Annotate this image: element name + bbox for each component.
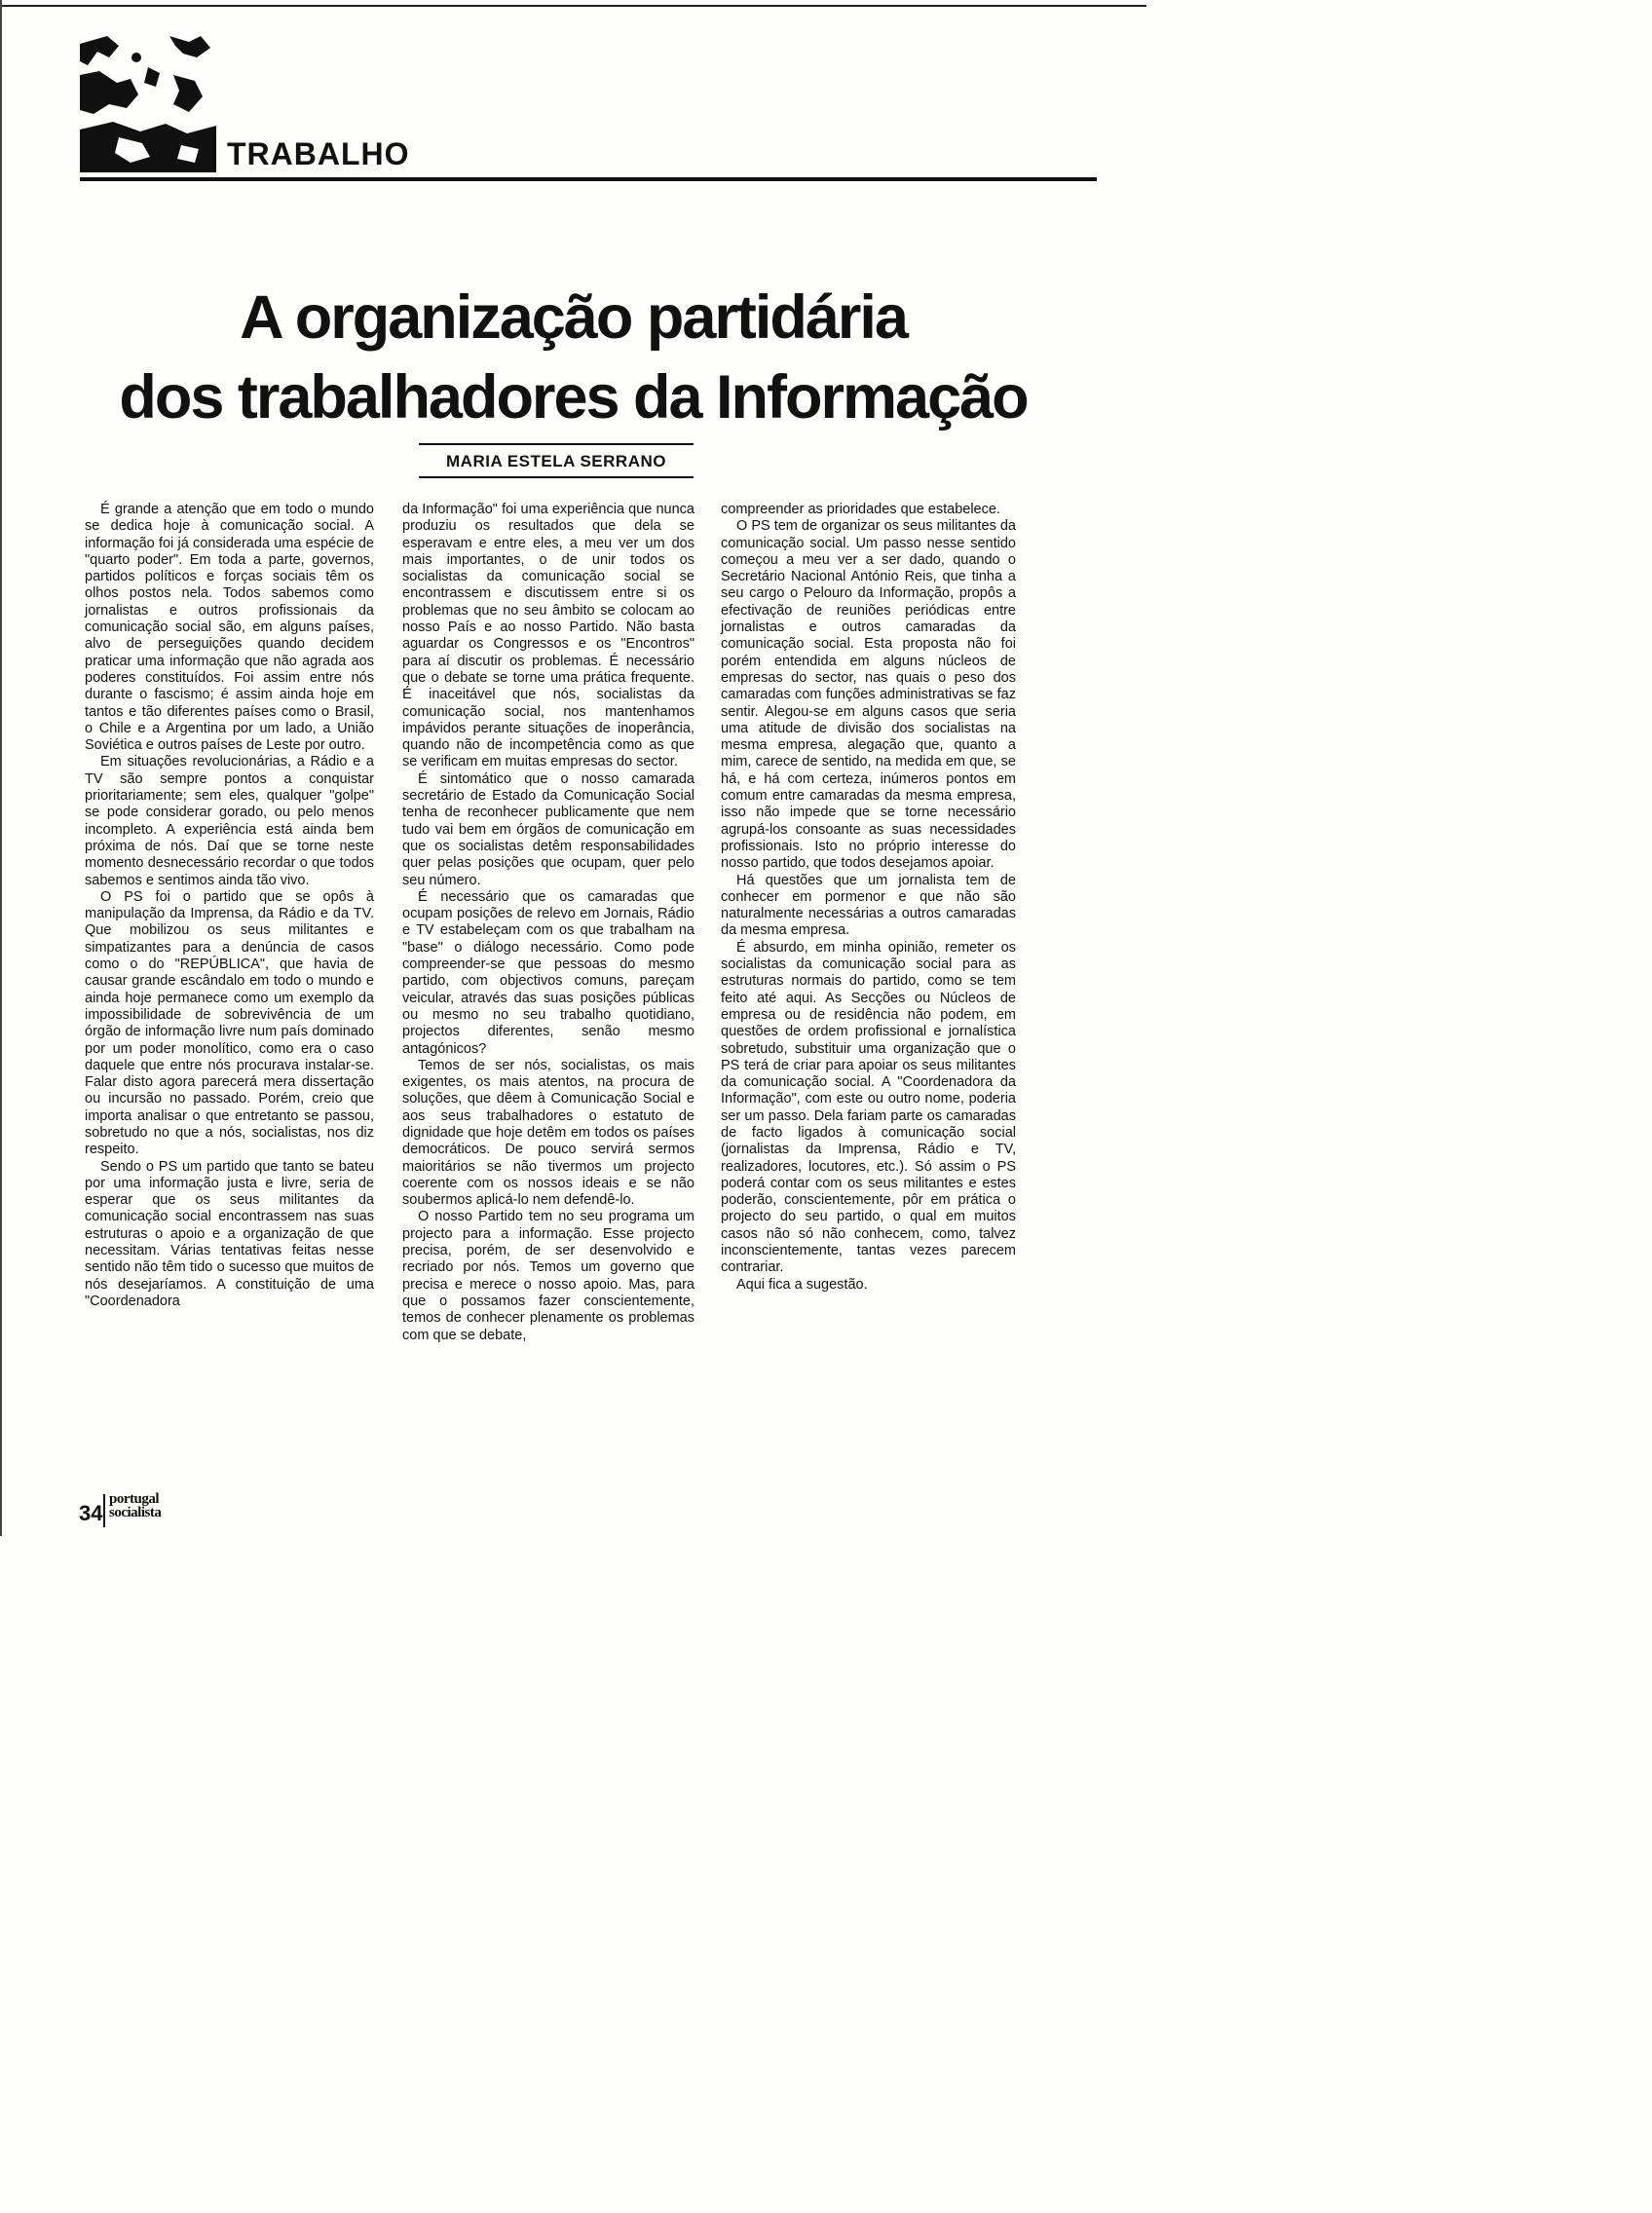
article-column-1: [85, 502, 374, 1310]
paragraph: compreender as prioridades que estabelece.: [721, 502, 1000, 517]
footer-masthead: [109, 1492, 161, 1519]
byline-rule-top: [419, 443, 694, 445]
section-title: TRABALHO: [227, 136, 410, 171]
paragraph: É absurdo, em minha opinião, remeter os socialistas da comunicação social para as estruturas normais do partido, como se tem feito até aqui. As Secções ou Núcleos de empresa ou de residência não podem, em questões de ordem profissional e jornalística sobretudo, substituir uma organização que o PS terá de criar para apoiar os seus militantes da comunicação social. A "Coordenadora da Informação", com este ou outro nome, poderia ser um passo. Dela fariam parte os camaradas de facto ligados à comunicação social (jornalistas da Imprensa, Rádio e TV, realizadores, locutores, etc.). Só assim o PS poderá contar com os seus militantes e estes poderão, conscientemente, pôr em prática o projecto do seu partido, o qual em muitos casos não só não conhecem, como, talvez inconscientemente, tantas vezes parecem contrariar.: [721, 939, 1016, 1276]
byline: MARIA ESTELA SERRANO: [446, 452, 666, 470]
masthead-line-2: socialista: [109, 1505, 162, 1520]
article-column-3: [721, 502, 1016, 1294]
paragraph: O PS foi o partido que se opôs à manipulação da Imprensa, da Rádio e da TV. Que mobilizou os seus militantes e simpatizantes para a denúncia de casos como o do "REPÚBLICA", que havia de causar grande escândalo em todo o mundo e ainda hoje permanece como um exemplo da impossibilidade de sobrevivência de um órgão de informação livre num país dominado por um poder monolítico, como era o caso daquele que entre nós procurava instalar-se. Falar disto agora parecerá mera dissertação ou incursão no passado. Porém, creio que importa analisar o que entretanto se passou, sobretudo no que a nós, socialistas, nos diz respeito.: [85, 888, 374, 1158]
section-photo-graphic: [80, 36, 216, 172]
paragraph: Temos de ser nós, socialistas, os mais exigentes, os mais atentos, na procura de soluções, que dêem à Comunicação Social e aos seus trabalhadores o estatuto de dignidade que hoje detêm em todos os países democráticos. De pouco servirá sermos maioritários se não tivermos um projecto coerente com os nossos ideais e se não soubermos aplicá-lo nem defendê-lo.: [402, 1057, 695, 1209]
magazine-page: [0, 0, 1146, 1536]
paragraph: da Informação" foi uma experiência que nunca produziu os resultados que dela se esperavam e entre eles, a meu ver um dos mais importantes, o de unir todos os socialistas da comunicação social se encontrassem e discutissem entre si os problemas que no seu âmbito se colocam ao nosso País e ao nosso Partido. Não basta aguardar os Congressos e os "Encontros" para aí discutir os problemas. É necessário que o debate se torne uma prática frequente. É inaceitável que nós, socialistas da comunicação social, nos mantenhamos impávidos perante situações de inoperância, quando não de incompetência como as que se verificam em muitas empresas do sector.: [402, 502, 695, 770]
paragraph: O PS tem de organizar os seus militantes da comunicação social. Um passo nesse sentido começou a meu ver a ser dado, quando o Secretário Nacional António Reis, que tinha a seu cargo o Pelouro da Informação, propôs a efectivação de reuniões periódicas entre jornalistas e outros camaradas da comunicação social. Esta proposta não foi porém entendida em alguns núcleos de empresas do sector, nas quais o peso dos camaradas com funções administrativas se faz sentir. Alegou-se em alguns casos que seria uma atitude de divisão dos socialistas na mesma empresa, alegação que, quanto a mim, carece de sentido, na medida em que, se há, e há com certeza, inúmeros pontos em comum entre camaradas da mesma empresa, isso não impede que se torne necessário agrupá-los consoante as suas necessidades profissionais. Isto no próprio interesse do nosso partido, que todos desejamos apoiar.: [721, 518, 1016, 872]
paragraph: É sintomático que o nosso camarada secretário de Estado da Comunicação Social tenha de reconhecer publicamente que nem tudo vai bem em órgãos de comunicação em que os socialistas detêm responsabilidades quer pelas posições que ocupam, quer pelo seu número.: [402, 770, 695, 888]
masthead-line-1: portugal: [109, 1491, 160, 1507]
paragraph: É necessário que os camaradas que ocupam posições de relevo em Jornais, Rádio e TV estabeleçam com os que trabalham na "base" o diálogo necessário. Como pode compreender-se que pessoas do mesmo partido, com objectivos comuns, pareçam veicular, através das suas posições públicas ou mesmo no seu trabalho quotidiano, projectos diferentes, senão mesmo antagónicos?: [402, 888, 695, 1057]
paragraph: Em situações revolucionárias, a Rádio e a TV são sempre pontos a conquistar prioritariamente; sem eles, qualquer "golpe" se pode considerar gorado, ou pelo menos incompleto. A experiência está ainda bem próxima de nós. Daí que se torne neste momento desnecessário recordar o que todos sabemos e sentimos ainda tão vivo.: [85, 754, 374, 888]
headline-line-2: dos trabalhadores da Informação: [119, 363, 1028, 431]
article-column-2: [402, 502, 695, 1344]
paragraph: Aqui fica a sugestão.: [736, 1276, 868, 1293]
headline-line-1: A organização partidária: [240, 283, 907, 352]
page-number: 34: [79, 1501, 103, 1525]
paragraph: Há questões que um jornalista tem de conhecer em pormenor e que não são naturalmente necessárias a outros camaradas da mesma empresa.: [721, 872, 1016, 939]
footer-divider: [103, 1494, 105, 1527]
page-edge: [0, 0, 2, 1536]
paragraph: É grande a atenção que em todo o mundo se dedica hoje à comunicação social. A informação foi já considerada uma espécie de "quarto poder". Em toda a parte, governos, partidos políticos e forças sociais têm os olhos postos nela. Todos sabemos como jornalistas e outros profissionais da comunicação social são, em alguns países, alvo de perseguições quando decidem praticar uma informação que não agrada aos poderes constituídos. Foi assim entre nós durante o fascismo; é assim ainda hoje em tantos e tão diferentes países como o Brasil, o Chile e a Argentina por um lado, a União Soviética e outros países de Leste por outro.: [85, 502, 374, 754]
section-photo: [80, 36, 216, 172]
paragraph: Sendo o PS um partido que tanto se bateu por uma informação justa e livre, seria de esperar que os seus militantes da comunicação social encontrassem nas suas estruturas o apoio e a organização de que necessitam. Várias tentativas feitas nesse sentido não têm tido o sucesso que muitos de nós desejaríamos. A constituição de uma "Coordenadora: [85, 1158, 374, 1309]
paragraph: O nosso Partido tem no seu programa um projecto para a informação. Esse projecto precisa, porém, de ser desenvolvido e recriado por nós. Temos um governo que precisa e merece o nosso apoio. Mas, para que o possamos fazer conscientemente, temos de conhecer plenamente os problemas com que se debate,: [402, 1209, 695, 1343]
section-rule: [80, 177, 1097, 181]
byline-rule-bottom: [419, 476, 694, 478]
top-rule: [0, 5, 1146, 7]
